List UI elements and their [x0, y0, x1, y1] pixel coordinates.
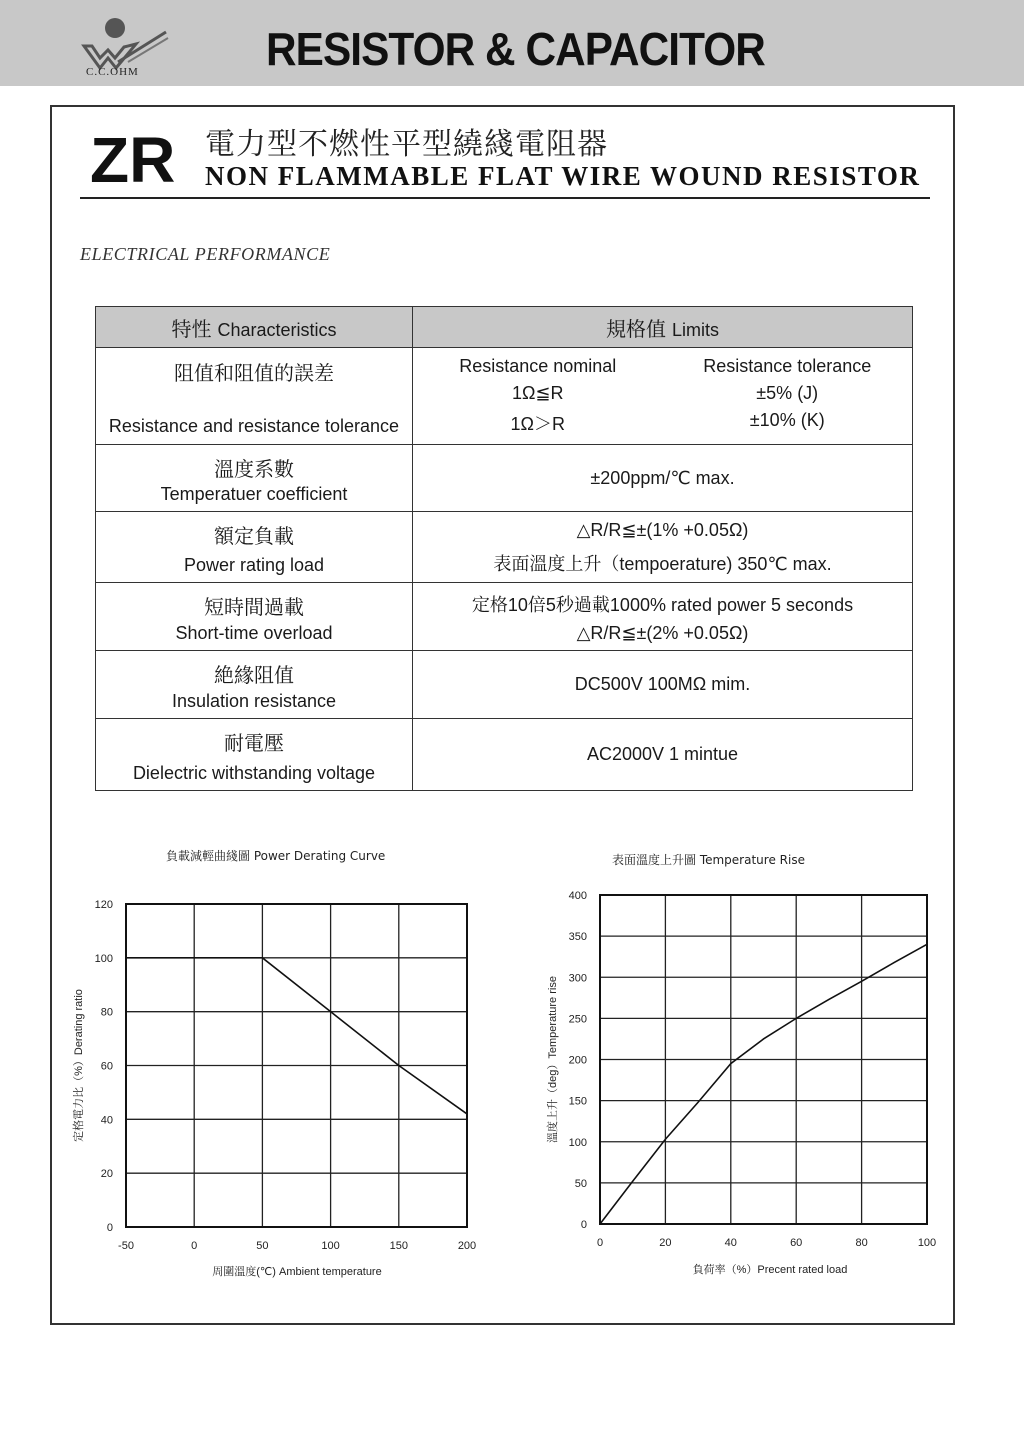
temp-rise-x-axis-label: 負荷率（%）Precent rated load — [692, 1264, 848, 1276]
derating-x-tick-label: 100 — [321, 1240, 340, 1252]
col-nominal: Resistance nominal — [459, 356, 617, 376]
derating-y-tick-label: 120 — [94, 899, 113, 911]
limit-cell: ±200ppm/℃ max. — [413, 445, 913, 512]
tolerance-1: ±5% (J) — [756, 383, 819, 403]
temp-rise-y-axis-label: 溫度上升（deg）Temperature rise — [547, 976, 559, 1143]
header-limits-en: Limits — [671, 319, 719, 340]
temperature-rise-chart-title: 表面溫度上升圖 Temperature Rise — [612, 853, 805, 867]
characteristic-cn: 額定負載 — [214, 524, 294, 548]
temp-rise-y-tick-label: 350 — [568, 931, 587, 944]
derating-y-tick-label: 0 — [106, 1222, 113, 1234]
temp-rise-x-tick-label: 20 — [659, 1237, 672, 1249]
characteristic-cn: 耐電壓 — [224, 731, 284, 755]
model-code: ZR — [90, 124, 176, 196]
limit-line-1: △R/R≦±(1% +0.05Ω) — [576, 520, 749, 540]
limit-line-2: △R/R≦±(2% +0.05Ω) — [576, 623, 749, 643]
temp-rise-y-tick-label: 300 — [568, 972, 587, 985]
derating-y-tick-label: 80 — [100, 1006, 113, 1019]
section-heading: ELECTRICAL PERFORMANCE — [80, 244, 331, 264]
temp-rise-x-tick-label: 100 — [917, 1237, 937, 1249]
temp-rise-x-tick-label: 80 — [855, 1237, 868, 1249]
limit-line-1: 定格10倍5秒過載1000% rated power 5 seconds — [471, 595, 854, 615]
product-name-en: NON FLAMMABLE FLAT WIRE WOUND RESISTOR — [205, 161, 921, 191]
temp-rise-x-tick-label: 60 — [790, 1237, 803, 1249]
derating-x-tick-label: 0 — [191, 1240, 198, 1252]
temp-rise-y-tick-label: 250 — [568, 1013, 587, 1026]
characteristic-cn: 絶緣阻值 — [214, 663, 294, 687]
header-characteristics-en: Characteristics — [217, 319, 337, 340]
derating-chart-title: 負載減輕曲綫圖 Power Derating Curve — [166, 849, 386, 863]
characteristic-en: Resistance and resistance tolerance — [108, 416, 400, 436]
header-characteristics-cn: 特性 — [171, 316, 212, 341]
characteristic-cn: 溫度系數 — [214, 457, 294, 481]
nominal-2: 1Ω＞R — [510, 414, 565, 434]
temp-rise-y-tick-label: 200 — [568, 1054, 587, 1067]
characteristic-en: Short-time overload — [175, 623, 333, 643]
characteristic-en: Power rating load — [183, 555, 325, 575]
temp-rise-y-tick-label: 100 — [568, 1136, 587, 1149]
characteristic-en: Insulation resistance — [171, 691, 337, 711]
header-limits-cn: 規格值 — [605, 316, 666, 341]
derating-y-tick-label: 20 — [100, 1168, 113, 1181]
derating-y-axis-label: 定格電力比（%）Derating ratio — [73, 989, 85, 1142]
derating-x-tick-label: 150 — [389, 1240, 408, 1252]
banner-title: RESISTOR & CAPACITOR — [266, 23, 765, 75]
derating-x-axis-label: 周圍溫度(℃) Ambient temperature — [212, 1266, 382, 1278]
temp-rise-x-tick-label: 0 — [596, 1237, 604, 1249]
characteristic-cn: 阻值和阻值的誤差 — [174, 361, 334, 385]
temp-rise-y-tick-label: 400 — [568, 890, 587, 902]
product-name-cn: 電力型不燃性平型繞綫電阻器 — [205, 127, 608, 162]
derating-x-tick-label: 50 — [256, 1240, 269, 1252]
temp-rise-series-line — [600, 944, 927, 1224]
temp-rise-y-tick-label: 0 — [580, 1219, 587, 1231]
derating-y-tick-label: 100 — [94, 952, 113, 965]
limit-cell: DC500V 100MΩ mim. — [413, 651, 913, 719]
temp-rise-y-tick-label: 150 — [568, 1095, 587, 1108]
logo-text: C.C.OHM — [86, 66, 139, 78]
tolerance-2: ±10% (K) — [749, 410, 825, 430]
derating-y-tick-label: 40 — [100, 1114, 113, 1127]
derating-x-tick-label: -50 — [118, 1240, 134, 1252]
col-tolerance: Resistance tolerance — [703, 356, 872, 376]
limit-line-2: 表面溫度上升（tempoerature) 350℃ max. — [493, 554, 832, 574]
limit-cell: AC2000V 1 mintue — [413, 719, 913, 791]
characteristic-en: Dielectric withstanding voltage — [132, 763, 376, 783]
derating-x-tick-label: 200 — [457, 1240, 477, 1252]
characteristic-cn: 短時間過載 — [204, 595, 304, 619]
temp-rise-y-tick-label: 50 — [574, 1177, 587, 1190]
derating-series-line — [126, 958, 467, 1114]
nominal-1: 1Ω≦R — [511, 383, 564, 403]
derating-y-tick-label: 60 — [100, 1060, 113, 1073]
characteristic-en: Temperatuer coefficient — [160, 484, 348, 504]
temp-rise-x-tick-label: 40 — [724, 1237, 737, 1249]
